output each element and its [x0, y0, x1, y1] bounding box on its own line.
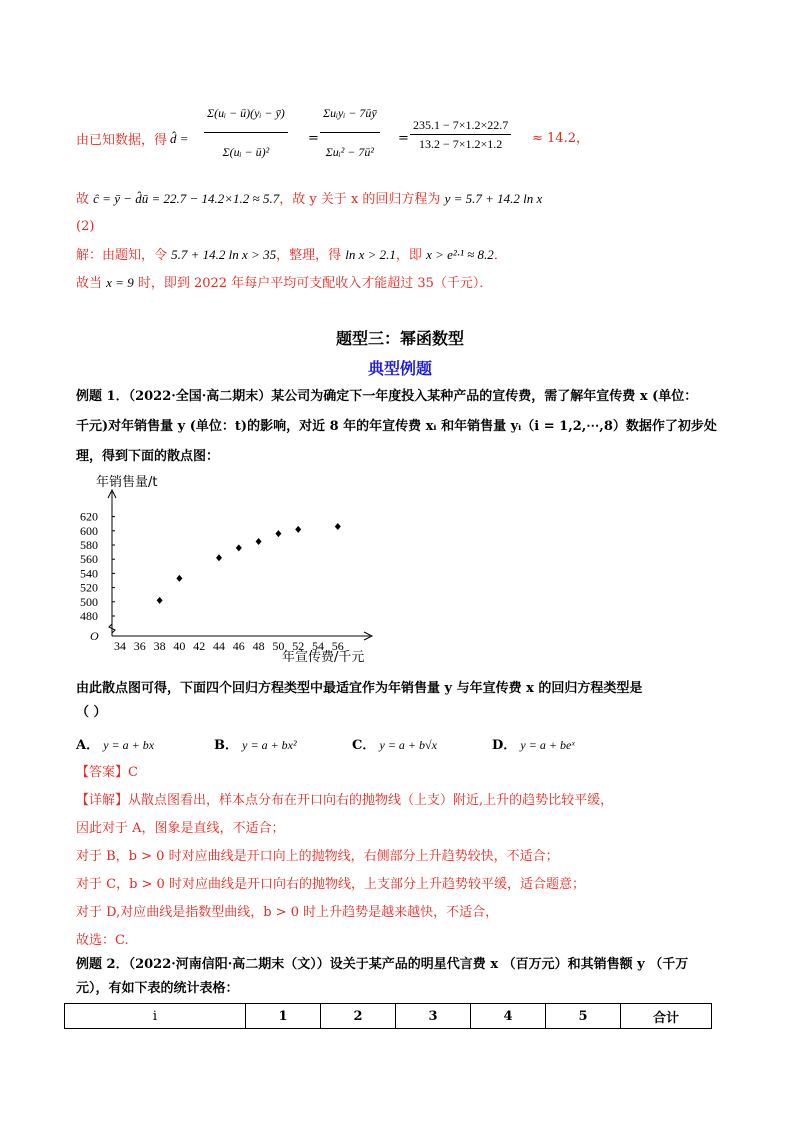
approx-result: ≈ 14.2， — [532, 131, 589, 146]
explain-line-1: 【详解】从散点图看出，样本点分布在开口向右的抛物线（上支）附近,上升的趋势比较平缓， — [76, 793, 614, 808]
part2-line2-m: x = 9 — [106, 275, 134, 290]
formula-line-c — [76, 190, 542, 209]
x-tick-label: 46 — [232, 639, 245, 653]
c-line-math: ĉ = ȳ − d̂ū = 22.7 − 14.2×1.2 ≈ 5.7 — [93, 191, 280, 206]
table-header-cell: 1 — [246, 1004, 321, 1029]
fraction-definition-denominator: Σ(uᵢ − ū)² — [222, 145, 270, 159]
y-tick-label: 560 — [80, 552, 98, 567]
c-line-eq: y = 5.7 + 14.2 ln x — [444, 191, 543, 206]
part2-line2-b: 时，即到 2022 年每户平均可支配收入才能超过 35（千元）． — [137, 276, 493, 291]
fraction-numeric-numerator: 235.1 − 7×1.2×22.7 — [410, 116, 511, 135]
scatter-plot — [70, 470, 400, 670]
table-row — [65, 1004, 712, 1029]
d-hat: d̂ = — [170, 131, 189, 146]
section-subtitle: 典型例题 — [367, 359, 432, 378]
part2-line1-m1: 5.7 + 14.2 ln x > 35 — [171, 247, 277, 262]
y-axis-label: 年销售量/t — [96, 475, 158, 490]
y-tick-label: 580 — [80, 538, 98, 552]
c-line-mid: ，故 y 关于 x 的回归方程为 — [279, 192, 441, 207]
data-point — [295, 526, 301, 533]
explain-line-6: 故选：C. — [76, 933, 129, 948]
x-axis-label: 年宣传费/千元 — [282, 650, 365, 665]
part2-line1-m3: x > e²·¹ ≈ 8.2 — [426, 247, 494, 262]
option-c[interactable] — [352, 734, 437, 753]
y-tick-label: 480 — [80, 609, 98, 623]
formula-prefix: 由已知数据，得 — [76, 133, 168, 148]
data-point — [236, 544, 242, 551]
x-tick-label: 48 — [252, 639, 265, 653]
option-c-expr: y = a + b√x — [379, 738, 437, 752]
x-tick-label: 54 — [312, 639, 324, 653]
explain-line-2: 因此对于 A，图象是直线，不适合； — [76, 821, 285, 836]
x-tick-label: 36 — [133, 639, 146, 653]
explain-line-3: 对于 B，b > 0 时对应曲线是开口向上的抛物线，右侧部分上升趋势较快，不适合； — [76, 849, 559, 864]
example1-question2: （ ） — [76, 705, 107, 720]
fraction-numeric — [410, 116, 511, 153]
fraction-sums — [320, 96, 380, 161]
data-point — [335, 523, 341, 530]
table-header-cell: 5 — [546, 1004, 621, 1029]
data-point — [256, 538, 262, 545]
option-b-label: B． — [214, 738, 238, 753]
option-c-label: C． — [352, 738, 376, 753]
option-b-expr: y = a + bx² — [242, 738, 297, 752]
y-tick-label: 520 — [80, 580, 98, 595]
y-tick-label: 500 — [80, 594, 98, 609]
example1-question1: 由此散点图可得，下面四个回归方程类型中最适宜作为年销售量 y 与年宣传费 x 的回归方程类型是 — [76, 681, 643, 696]
x-tick-label: 50 — [272, 639, 285, 653]
origin-label: O — [90, 629, 99, 643]
x-tick-label: 42 — [193, 639, 206, 653]
x-tick-label: 40 — [173, 639, 186, 653]
fraction-sums-denominator: Σuᵢ² − 7ū² — [325, 145, 374, 159]
option-d[interactable] — [492, 734, 575, 753]
part2-line2-a: 故当 — [76, 276, 103, 291]
option-a[interactable] — [76, 734, 154, 753]
x-tick-label: 34 — [114, 639, 126, 653]
part2-line1-m2: ln x > 2.1 — [345, 247, 396, 262]
part2-line1-c: ，即 — [395, 248, 422, 263]
x-tick-label: 38 — [153, 639, 166, 653]
example2-line1: 例题 2．（2022·河南信阳·高二期末（文））设关于某产品的明星代言费 x （百万元）和其销售额 y （千万 — [76, 957, 689, 972]
fraction-sums-numerator: Σuᵢyᵢ − 7ūȳ — [320, 96, 380, 133]
table-header-cell: 合计 — [621, 1004, 712, 1029]
option-d-label: D． — [492, 738, 517, 753]
part2-line1-b: ，整理，得 — [276, 248, 342, 263]
fraction-numeric-denominator: 13.2 − 7×1.2×1.2 — [419, 137, 503, 151]
option-d-expr: y = a + beˣ — [520, 738, 575, 752]
part2-line1 — [76, 246, 507, 265]
section-title: 题型三：幂函数型 — [335, 329, 464, 348]
example2-line2: 元），有如下表的统计表格： — [76, 981, 239, 996]
example1-line3: 理，得到下面的散点图： — [76, 449, 220, 464]
c-line-prefix: 故 — [76, 192, 90, 207]
fraction-definition-numerator: Σ(uᵢ − ū)(yᵢ − ȳ) — [204, 96, 288, 133]
x-tick-label: 44 — [213, 639, 225, 653]
answer-line: 【答案】C — [76, 765, 138, 780]
fraction-definition — [204, 96, 288, 161]
equals-sign: = — [308, 131, 319, 146]
y-tick-label: 540 — [80, 566, 98, 581]
part2-line1-a: 解：由题知，令 — [76, 248, 168, 263]
x-tick-label: 56 — [331, 639, 344, 653]
data-point — [176, 575, 182, 582]
data-point — [157, 597, 163, 604]
explain-line-5: 对于 D,对应曲线是指数型曲线，b > 0 时上升趋势是越来越快，不适合， — [76, 905, 499, 920]
table-header-cell: 2 — [321, 1004, 396, 1029]
data-point — [216, 554, 222, 561]
table-header-cell: 4 — [471, 1004, 546, 1029]
table-header-cell: i — [65, 1004, 246, 1029]
option-a-expr: y = a + bx — [103, 738, 155, 752]
example1-line2: 千元)对年销售量 y (单位：t)的影响，对近 8 年的年宣传费 xᵢ 和年销售量 yᵢ（i = 1,2,⋯,8）数据作了初步处 — [76, 419, 717, 434]
y-tick-label: 600 — [80, 523, 98, 538]
data-point — [275, 530, 281, 537]
part2-line2 — [76, 274, 492, 293]
explain-line-4: 对于 C，b > 0 时对应曲线是开口向右的抛物线，上支部分上升趋势较平缓，适合题意； — [76, 877, 585, 892]
table-header-cell: 3 — [396, 1004, 471, 1029]
part2-label: (2) — [76, 219, 95, 234]
statistics-table — [64, 1003, 712, 1029]
option-a-label: A． — [76, 738, 100, 753]
y-tick-label: 620 — [80, 509, 98, 524]
part2-line1-d: ． — [493, 248, 507, 263]
x-tick-label: 52 — [292, 639, 305, 653]
example1-line1: 例题 1．（2022·全国·高二期末）某公司为确定下一年度投入某种产品的宣传费，需了解年宣传费 x (单位： — [76, 389, 698, 404]
option-b[interactable] — [214, 734, 297, 753]
equals-sign: = — [398, 131, 409, 146]
